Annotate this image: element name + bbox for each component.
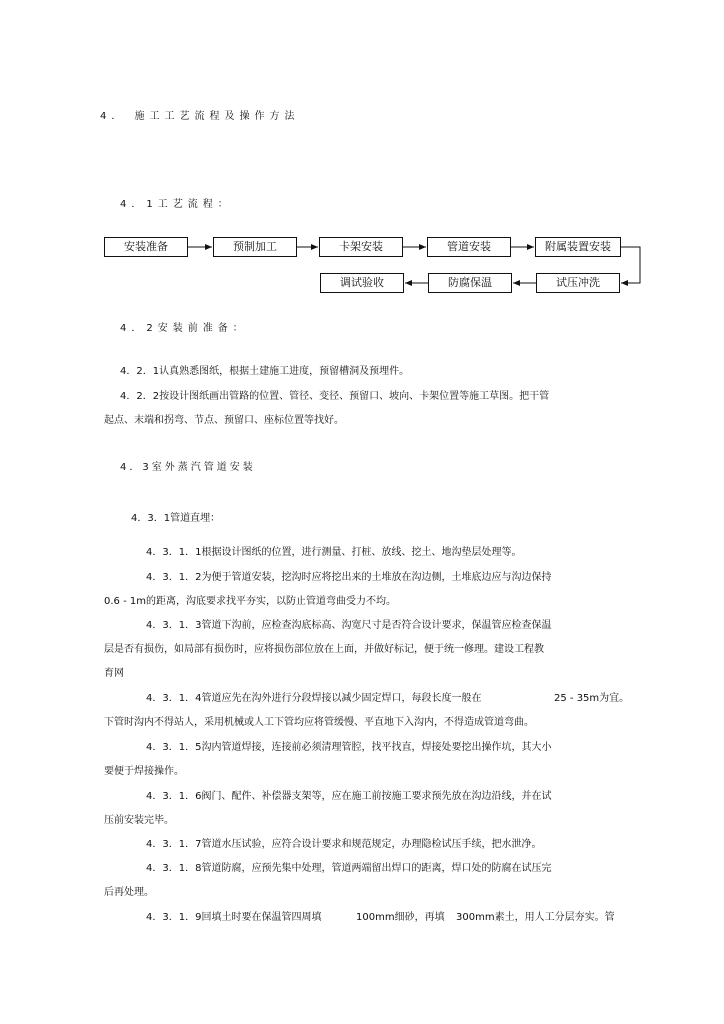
para-4-3-1-7: 4．3．1．7管道水压试验，应符合设计要求和规范规定，办理隐检试压手续，把水泄净。	[146, 839, 542, 850]
para-4-3-1-3-line2: 层是否有损伤，如局部有损伤时，应将损伤部位放在上面，并做好标记，便于统一修理。建设工程教	[104, 644, 544, 655]
flow-step-pressure-test: 试压冲洗	[536, 273, 620, 293]
para-4-3-1-5-line1: 4．3．1．5沟内管道焊接，连接前必须清理管腔，找平找直，焊接处要挖出操作坑，其大小	[146, 742, 552, 753]
para-4-2-2-line2: 起点、末端和拐弯、节点、预留口、座标位置等找好。	[104, 415, 344, 426]
flow-step-pipe-install: 管道安装	[427, 237, 511, 257]
para-4-3-1-5-line2: 要便于焊接操作。	[104, 766, 184, 777]
para-4-2-1: 4．2．1认真熟悉图纸，根据土建施工进度，预留槽洞及预埋件。	[120, 366, 410, 377]
section-4-3-title: 4．3室外蒸汽管道安装	[120, 462, 256, 473]
para-4-3-1-8-line1: 4．3．1．8管道防腐，应预先集中处理，管道两端留出焊口的距离，焊口处的防腐在试压完	[146, 863, 552, 874]
section-4-2-title: 4．2安装前准备：	[120, 323, 248, 334]
para-4-3-1-2-line1: 4．3．1．2为便于管道安装，挖沟时应将挖出来的土堆放在沟边侧，土堆底边应与沟边保持	[146, 572, 552, 583]
flow-step-anticorrosion: 防腐保温	[428, 273, 512, 293]
para-4-3-1-6-line2: 压前安装完毕。	[104, 815, 174, 826]
para-4-3-1-4-length: 25 - 35m为宜。	[554, 693, 630, 704]
para-4-3-1-8-line2: 后再处理。	[104, 887, 154, 898]
para-4-3-1-9-part3: 300mm素土，用人工分层夯实。管	[456, 912, 615, 923]
para-4-3-1-4-line1: 4．3．1．4管道应先在沟外进行分段焊接以减少固定焊口，每段长度一般在	[146, 693, 482, 704]
flow-step-accessory-install: 附属装置安装	[535, 237, 621, 257]
para-4-2-2-line1: 4．2．2按设计图纸画出管路的位置、管径、变径、预留口、坡向、卡架位置等施工草图。把干管	[120, 391, 550, 402]
para-4-3-1-6-line1: 4．3．1．6阀门、配件、补偿器支架等，应在施工前按施工要求预先放在沟边沿线，并在试	[146, 791, 552, 802]
para-4-3-1-9-part1: 4．3．1．9回填土时要在保温管四周填	[146, 912, 322, 923]
flow-step-bracket-install: 卡架安装	[319, 237, 403, 257]
para-4-3-1-9-part2: 100mm细砂，再填	[356, 912, 445, 923]
section-4-3-1-title: 4．3．1管道直埋：	[131, 513, 221, 524]
para-4-3-1-1: 4．3．1．1根据设计图纸的位置，进行测量、打桩、放线、挖土、地沟垫层处理等。	[146, 547, 522, 558]
para-4-3-1-3-line3: 育网	[104, 668, 124, 679]
flow-step-prefab: 预制加工	[213, 237, 297, 257]
para-4-3-1-3-line1: 4．3．1．3管道下沟前，应检查沟底标高、沟宽尺寸是否符合设计要求，保温管应检查保温	[146, 620, 552, 631]
section-4-title: 4． 施工工艺流程及操作方法	[100, 111, 300, 122]
para-4-3-1-4-line2: 下管时沟内不得站人，采用机械或人工下管均应将管缓慢、平直地下入沟内，不得造成管道弯曲。	[104, 717, 534, 728]
arrow-5	[621, 247, 640, 283]
flow-step-install-prep: 安装准备	[104, 237, 188, 257]
para-4-3-1-2-line2: 0.6 - 1m的距离，沟底要求找平夯实，以防止管道弯曲受力不均。	[104, 596, 396, 607]
flow-step-commissioning: 调试验收	[320, 273, 404, 293]
section-4-1-title: 4．1工艺流程：	[120, 199, 233, 210]
